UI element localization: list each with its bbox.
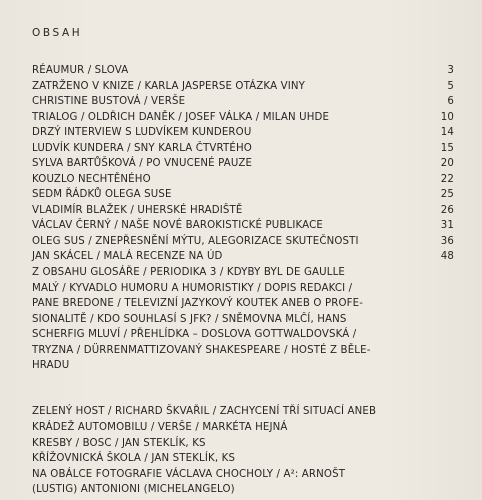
toc-entry — [32, 110, 454, 126]
glosar-contents-paragraph — [32, 265, 422, 374]
toc-entry-page: 22 — [440, 173, 454, 185]
toc-entry-title: JAN SKÁCEL / MALÁ RECENZE NA ÚD — [32, 251, 223, 262]
toc-entry-page: 3 — [447, 65, 454, 76]
toc-entry-title: KOUZLO NECHTĚNÉHO — [32, 173, 151, 185]
toc-entry-page: 31 — [440, 220, 454, 231]
toc-entry — [32, 172, 454, 188]
toc-entry-title: VLADIMÍR BLAŽEK / UHERSKÉ HRADIŠTĚ — [32, 204, 243, 216]
cover-credit-line: NA OBÁLCE FOTOGRAFIE VÁCLAVA CHOCHOLY / A²: ARNOŠT — [32, 468, 346, 480]
toc-entry-page: 5 — [447, 80, 454, 92]
green-guest-line: ZELENÝ HOST / RICHARD ŠKVAŘIL / ZACHYCENÍ TŘÍ SITUACÍ ANEB — [32, 406, 377, 417]
cover-credit-paragraph — [32, 467, 422, 498]
toc-entry — [32, 156, 454, 172]
glosar-line: Z OBSAHU GLOSÁŘE / PERIODIKA 3 / KDYBY BYL DE GAULLE — [32, 267, 346, 278]
drawings-credit — [32, 436, 422, 452]
toc-entry-page: 14 — [440, 127, 454, 138]
table-of-contents — [32, 63, 454, 265]
glosar-line: MALÝ / KYVADLO HUMORU A HUMORISTIKY / DOPIS REDAKCI / — [32, 282, 353, 294]
glosar-line: SIONALITĚ / KDO SOUHLASÍ S JFK? / SNĚMOVNA MLČÍ, HANS — [32, 313, 347, 325]
toc-entry-page: 36 — [440, 235, 454, 247]
toc-entry-title: RÉAUMUR / SLOVA — [32, 65, 129, 76]
toc-entry-page: 6 — [447, 96, 454, 107]
green-guest-line: KRÁDEŽ AUTOMOBILU / VERŠE / MARKÉTA HEJNÁ — [32, 421, 288, 433]
toc-entry — [32, 79, 454, 95]
toc-entry-title: DRZÝ INTERVIEW S LUDVÍKEM KUNDEROU — [32, 127, 252, 138]
drawings-credit-line: KRESBY / BOSC / JAN STEKLÍK, KS — [32, 437, 206, 449]
toc-entry — [32, 249, 454, 265]
toc-entry — [32, 125, 454, 141]
toc-entry — [32, 141, 454, 157]
toc-entry-page: 15 — [440, 142, 454, 154]
toc-entry-page: 48 — [440, 251, 454, 262]
glosar-line: PANE BREDONE / TELEVIZNÍ JAZYKOVÝ KOUTEK ANEB O PROFE- — [32, 298, 364, 309]
contents-heading: OBSAH — [32, 27, 83, 39]
toc-entry-title: SEDM ŘÁDKŮ OLEGA SUSE — [32, 189, 172, 200]
toc-entry-title: VÁCLAV ČERNÝ / NAŠE NOVÉ BAROKISTICKÉ PUBLIKACE — [32, 220, 323, 231]
toc-entry — [32, 187, 454, 203]
toc-entry-page: 25 — [440, 189, 454, 200]
toc-entry — [32, 63, 454, 79]
toc-entry-title: OLEG SUS / ZNEPŘESNĚNÍ MÝTU, ALEGORIZACE SKUTEČNOSTI — [32, 235, 359, 247]
cover-credit-line: (LUSTIG) ANTONIONI (MICHELANGELO) — [32, 484, 235, 495]
toc-entry — [32, 218, 454, 234]
green-guest-paragraph — [32, 404, 422, 435]
toc-entry-title: ZATRŽENO V KNIZE / KARLA JASPERSE OTÁZKA VINY — [32, 80, 305, 92]
crusader-school-credit — [32, 451, 422, 467]
glosar-line: HRADU — [32, 360, 70, 371]
toc-entry-page: 20 — [440, 158, 454, 169]
toc-entry-title: LUDVÍK KUNDERA / SNY KARLA ČTVRTÉHO — [32, 142, 252, 154]
toc-entry — [32, 234, 454, 250]
toc-entry-title: CHRISTINE BUSTOVÁ / VERŠE — [32, 96, 186, 107]
crusader-school-line: KŘÍŽOVNICKÁ ŠKOLA / JAN STEKLÍK, KS — [32, 453, 236, 464]
toc-entry-page: 26 — [440, 204, 454, 216]
toc-entry-title: SYLVA BARTŮŠKOVÁ / PO VNUCENÉ PAUZE — [32, 158, 253, 169]
toc-entry-title: TRIALOG / OLDŘICH DANĚK / JOSEF VÁLKA / MILAN UHDE — [32, 111, 330, 123]
toc-entry — [32, 94, 454, 110]
glosar-line: TRYZNA / DÜRRENMATTIZOVANÝ SHAKESPEARE / HOSTÉ Z BĚLE- — [32, 344, 371, 356]
toc-entry-page: 10 — [440, 111, 454, 123]
glosar-line: SCHERFIG MLUVÍ / PŘEHLÍDKA – DOSLOVA GOTTWALDOVSKÁ / — [32, 329, 357, 340]
toc-entry — [32, 203, 454, 219]
